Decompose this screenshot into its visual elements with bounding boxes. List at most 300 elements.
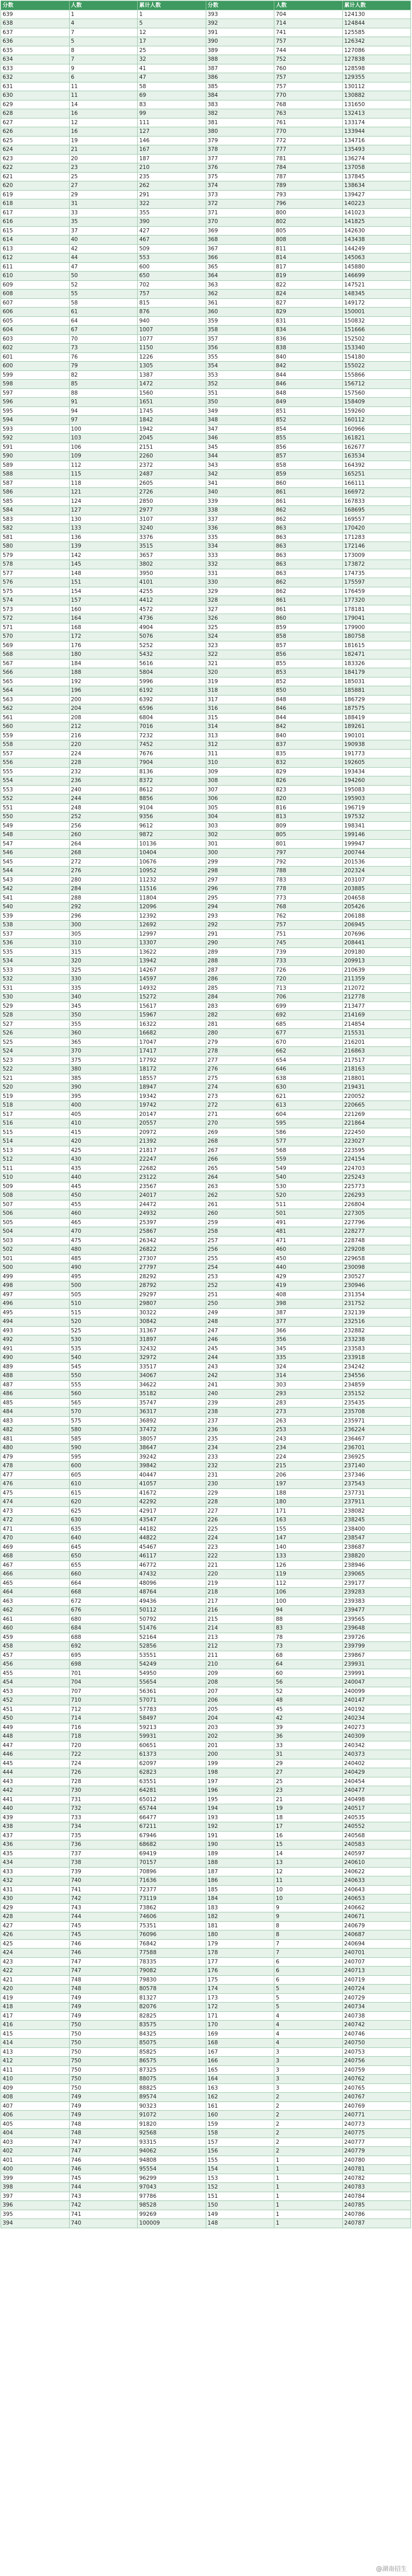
cell-count-right: 855	[274, 659, 343, 668]
cell-cumulative-right: 193434	[342, 767, 411, 776]
cell-count-left: 749	[69, 2102, 138, 2111]
cell-cumulative-left: 22247	[138, 1155, 206, 1164]
table-row	[1, 947, 411, 957]
cell-cumulative-right: 150001	[342, 308, 411, 317]
cell-cumulative-left: 24932	[138, 1209, 206, 1218]
cell-count-right: 770	[274, 91, 343, 100]
cell-score-left: 582	[1, 524, 70, 533]
cell-cumulative-right: 214854	[342, 1020, 411, 1029]
cell-cumulative-right: 160966	[342, 425, 411, 434]
table-row	[1, 515, 411, 524]
cell-count-left: 61	[69, 308, 138, 317]
cell-count-right: 17	[274, 1822, 343, 1832]
cell-count-right: 2	[274, 2102, 343, 2111]
cell-score-left: 460	[1, 1624, 70, 1633]
cell-cumulative-right: 204658	[342, 893, 411, 903]
cell-count-right: 850	[274, 686, 343, 696]
cell-count-left: 738	[69, 1858, 138, 1868]
cell-score-right: 181	[206, 1921, 274, 1930]
cell-score-right: 298	[206, 867, 274, 876]
cell-count-left: 44	[69, 253, 138, 263]
table-row	[1, 849, 411, 858]
cell-cumulative-left: 77588	[138, 1948, 206, 1958]
table-row	[1, 1335, 411, 1345]
cell-count-left: 64	[69, 316, 138, 326]
cell-count-left: 188	[69, 668, 138, 677]
cell-score-right: 358	[206, 326, 274, 335]
cell-score-left: 511	[1, 1164, 70, 1173]
cell-count-left: 505	[69, 1290, 138, 1299]
table-row	[1, 1200, 411, 1209]
cell-count-right: 2	[274, 2093, 343, 2102]
cell-score-right: 225	[206, 1524, 274, 1534]
cell-cumulative-left: 23122	[138, 1173, 206, 1182]
cell-count-right: 3	[274, 2065, 343, 2075]
cell-count-right: 824	[274, 290, 343, 299]
header-count-left: 人数	[69, 1, 138, 10]
cell-cumulative-left: 100009	[138, 2219, 206, 2228]
table-row	[1, 1371, 411, 1381]
cell-score-left: 411	[1, 2065, 70, 2075]
table-row	[1, 37, 411, 46]
cell-score-left: 461	[1, 1615, 70, 1624]
cell-count-right: 819	[274, 272, 343, 281]
cell-count-left: 435	[69, 1164, 138, 1173]
table-row	[1, 1110, 411, 1119]
cell-count-right: 356	[274, 1335, 343, 1345]
cell-count-left: 740	[69, 1876, 138, 1886]
cell-count-left: 731	[69, 1795, 138, 1804]
cell-score-right: 253	[206, 1272, 274, 1281]
cell-count-right: 846	[274, 704, 343, 714]
cell-score-right: 263	[206, 1182, 274, 1191]
cell-score-left: 578	[1, 560, 70, 569]
table-row	[1, 2021, 411, 2030]
cell-cumulative-left: 1007	[138, 326, 206, 335]
cell-score-left: 559	[1, 731, 70, 740]
table-row	[1, 163, 411, 173]
cell-cumulative-left: 43547	[138, 1516, 206, 1525]
cell-cumulative-right: 240583	[342, 1840, 411, 1850]
cell-score-right: 314	[206, 722, 274, 732]
table-row	[1, 560, 411, 569]
cell-cumulative-right: 207696	[342, 929, 411, 939]
cell-count-right: 630	[274, 1083, 343, 1092]
cell-cumulative-right: 229658	[342, 1254, 411, 1263]
cell-cumulative-right: 240777	[342, 2138, 411, 2147]
cell-score-right: 198	[206, 1768, 274, 1777]
table-row	[1, 2093, 411, 2102]
table-row	[1, 749, 411, 758]
cell-score-left: 471	[1, 1524, 70, 1534]
cell-score-right: 237	[206, 1416, 274, 1426]
cell-cumulative-right: 198341	[342, 821, 411, 831]
cell-count-left: 33	[69, 208, 138, 217]
cell-count-left: 88	[69, 388, 138, 398]
cell-count-left: 256	[69, 821, 138, 831]
cell-count-left: 168	[69, 623, 138, 632]
cell-count-left: 264	[69, 839, 138, 849]
cell-count-left: 510	[69, 1299, 138, 1309]
cell-count-left: 204	[69, 704, 138, 714]
cell-cumulative-right: 240767	[342, 2093, 411, 2102]
cell-count-left: 16	[69, 127, 138, 137]
cell-score-left: 481	[1, 1434, 70, 1444]
cell-cumulative-left: 37472	[138, 1426, 206, 1435]
cell-score-left: 629	[1, 100, 70, 109]
cell-count-left: 500	[69, 1281, 138, 1291]
cell-cumulative-left: 390	[138, 217, 206, 227]
cell-cumulative-right: 240779	[342, 2147, 411, 2156]
cell-cumulative-left: 65012	[138, 1795, 206, 1804]
cell-cumulative-right: 136274	[342, 154, 411, 163]
cell-count-left: 79	[69, 362, 138, 371]
cell-score-left: 464	[1, 1588, 70, 1597]
cell-count-right: 851	[274, 406, 343, 416]
cell-cumulative-left: 52164	[138, 1633, 206, 1642]
cell-score-right: 243	[206, 1362, 274, 1371]
cell-score-right: 221	[206, 1561, 274, 1570]
cell-count-left: 136	[69, 533, 138, 542]
cell-count-left: 310	[69, 939, 138, 948]
cell-score-left: 401	[1, 2156, 70, 2165]
cell-score-right: 203	[206, 1723, 274, 1732]
cell-score-left: 413	[1, 2047, 70, 2057]
cell-count-left: 176	[69, 641, 138, 650]
cell-score-right: 290	[206, 939, 274, 948]
table-row	[1, 1651, 411, 1660]
cell-cumulative-left: 8856	[138, 794, 206, 804]
cell-cumulative-right: 165251	[342, 470, 411, 479]
cell-count-right: 1	[274, 2183, 343, 2192]
cell-score-left: 568	[1, 650, 70, 659]
table-row	[1, 479, 411, 488]
cell-score-right: 386	[206, 73, 274, 82]
cell-score-right: 352	[206, 380, 274, 389]
cell-score-left: 612	[1, 253, 70, 263]
cell-cumulative-right: 148345	[342, 290, 411, 299]
cell-count-right: 283	[274, 1398, 343, 1408]
cell-cumulative-left: 32432	[138, 1344, 206, 1353]
cell-score-left: 433	[1, 1867, 70, 1876]
cell-cumulative-left: 36317	[138, 1408, 206, 1417]
cell-cumulative-left: 940	[138, 316, 206, 326]
cell-count-left: 315	[69, 947, 138, 957]
cell-cumulative-left: 6804	[138, 713, 206, 722]
cell-score-left: 446	[1, 1750, 70, 1759]
cell-score-right: 226	[206, 1516, 274, 1525]
cell-count-right: 568	[274, 1146, 343, 1155]
cell-count-right: 8	[274, 1921, 343, 1930]
cell-cumulative-right: 173872	[342, 560, 411, 569]
cell-score-left: 488	[1, 1371, 70, 1381]
cell-score-right: 259	[206, 1218, 274, 1227]
table-row	[1, 1191, 411, 1200]
cell-score-left: 402	[1, 2147, 70, 2156]
cell-count-left: 747	[69, 1957, 138, 1967]
cell-cumulative-right: 233918	[342, 1353, 411, 1363]
cell-cumulative-left: 51476	[138, 1624, 206, 1633]
cell-score-right: 159	[206, 2120, 274, 2129]
cell-count-left: 741	[69, 2210, 138, 2219]
cell-score-left: 451	[1, 1705, 70, 1714]
cell-score-left: 409	[1, 2083, 70, 2093]
table-row	[1, 1624, 411, 1633]
table-row	[1, 1480, 411, 1489]
cell-score-right: 384	[206, 91, 274, 100]
cell-count-left: 220	[69, 740, 138, 750]
cell-count-left: 450	[69, 1191, 138, 1200]
cell-count-left: 124	[69, 497, 138, 506]
cell-cumulative-right: 181615	[342, 641, 411, 650]
cell-score-left: 408	[1, 2093, 70, 2102]
cell-cumulative-right: 194260	[342, 776, 411, 786]
cell-score-right: 164	[206, 2075, 274, 2084]
cell-count-right: 752	[274, 55, 343, 64]
cell-count-right: 5	[274, 1993, 343, 2003]
cell-count-right: 52	[274, 1687, 343, 1696]
cell-score-right: 361	[206, 298, 274, 308]
cell-score-left: 430	[1, 1894, 70, 1904]
cell-score-right: 254	[206, 1263, 274, 1273]
cell-cumulative-right: 180758	[342, 632, 411, 641]
table-row	[1, 1768, 411, 1777]
table-row	[1, 2083, 411, 2093]
cell-count-left: 172	[69, 632, 138, 641]
table-row	[1, 1155, 411, 1164]
cell-cumulative-right: 173009	[342, 551, 411, 560]
cell-count-right: 481	[274, 1227, 343, 1236]
cell-cumulative-right: 138634	[342, 181, 411, 191]
cell-score-left: 598	[1, 380, 70, 389]
cell-score-right: 301	[206, 839, 274, 849]
cell-cumulative-right: 239283	[342, 1588, 411, 1597]
cell-score-left: 558	[1, 740, 70, 750]
cell-cumulative-left: 7232	[138, 731, 206, 740]
cell-cumulative-right: 240687	[342, 1930, 411, 1940]
table-row	[1, 1912, 411, 1922]
cell-count-right: 858	[274, 461, 343, 470]
cell-count-right: 224	[274, 1452, 343, 1462]
cell-score-left: 462	[1, 1606, 70, 1615]
cell-score-right: 334	[206, 542, 274, 551]
table-row	[1, 776, 411, 786]
table-row	[1, 73, 411, 82]
cell-cumulative-right: 238820	[342, 1552, 411, 1561]
table-row	[1, 1254, 411, 1263]
cell-count-left: 610	[69, 1480, 138, 1489]
cell-cumulative-left: 18557	[138, 1074, 206, 1083]
cell-cumulative-left: 16682	[138, 1029, 206, 1038]
cell-count-left: 395	[69, 1092, 138, 1101]
table-row	[1, 1488, 411, 1498]
cell-score-left: 454	[1, 1678, 70, 1687]
cell-cumulative-right: 233238	[342, 1335, 411, 1345]
cell-score-right: 269	[206, 1128, 274, 1137]
cell-score-right: 375	[206, 172, 274, 181]
cell-score-right: 251	[206, 1290, 274, 1299]
cell-score-right: 258	[206, 1227, 274, 1236]
table-row	[1, 1804, 411, 1814]
table-row	[1, 2057, 411, 2066]
table-row	[1, 1011, 411, 1020]
cell-score-right: 264	[206, 1173, 274, 1182]
table-row	[1, 623, 411, 632]
cell-score-left: 504	[1, 1227, 70, 1236]
cell-cumulative-left: 3802	[138, 560, 206, 569]
cell-cumulative-right: 240753	[342, 2047, 411, 2057]
cell-count-right: 429	[274, 1272, 343, 1281]
cell-cumulative-right: 141825	[342, 217, 411, 227]
cell-score-left: 517	[1, 1110, 70, 1119]
cell-cumulative-left: 44182	[138, 1524, 206, 1534]
cell-cumulative-right: 179041	[342, 614, 411, 623]
cell-score-right: 304	[206, 812, 274, 822]
cell-score-right: 201	[206, 1741, 274, 1750]
cell-cumulative-right: 230527	[342, 1272, 411, 1281]
cell-count-left: 192	[69, 677, 138, 686]
cell-cumulative-left: 41672	[138, 1488, 206, 1498]
cell-cumulative-left: 41057	[138, 1480, 206, 1489]
cell-count-right: 12	[274, 1867, 343, 1876]
cell-score-right: 307	[206, 785, 274, 794]
cell-count-left: 540	[69, 1353, 138, 1363]
cell-count-right: 27	[274, 1768, 343, 1777]
cell-cumulative-left: 22682	[138, 1164, 206, 1173]
cell-score-left: 566	[1, 668, 70, 677]
cell-cumulative-left: 9104	[138, 803, 206, 812]
cell-score-left: 525	[1, 1038, 70, 1047]
cell-score-left: 607	[1, 298, 70, 308]
cell-count-left: 85	[69, 380, 138, 389]
cell-cumulative-right: 240671	[342, 1912, 411, 1922]
cell-count-right: 324	[274, 1362, 343, 1371]
cell-count-left: 82	[69, 370, 138, 380]
cell-cumulative-left: 62823	[138, 1768, 206, 1777]
cell-count-right: 677	[274, 1029, 343, 1038]
table-row	[1, 1930, 411, 1940]
table-row	[1, 1579, 411, 1588]
cell-count-right: 408	[274, 1290, 343, 1299]
cell-score-right: 250	[206, 1299, 274, 1309]
cell-score-left: 540	[1, 903, 70, 912]
table-row	[1, 127, 411, 137]
cell-score-right: 331	[206, 569, 274, 578]
cell-cumulative-right: 240309	[342, 1732, 411, 1741]
cell-score-right: 320	[206, 668, 274, 677]
cell-cumulative-left: 15967	[138, 1011, 206, 1020]
cell-count-left: 747	[69, 1967, 138, 1976]
cell-score-left: 494	[1, 1317, 70, 1327]
cell-score-right: 184	[206, 1894, 274, 1904]
cell-score-left: 489	[1, 1362, 70, 1371]
cell-count-right: 654	[274, 1056, 343, 1065]
cell-cumulative-left: 55654	[138, 1678, 206, 1687]
table-row	[1, 1020, 411, 1029]
cell-cumulative-right: 231354	[342, 1290, 411, 1299]
cell-score-left: 522	[1, 1065, 70, 1074]
cell-score-left: 588	[1, 470, 70, 479]
cell-count-left: 350	[69, 1011, 138, 1020]
table-row	[1, 704, 411, 714]
cell-score-right: 299	[206, 857, 274, 867]
cell-cumulative-right: 203107	[342, 875, 411, 885]
cell-cumulative-left: 26822	[138, 1245, 206, 1255]
table-row	[1, 1029, 411, 1038]
table-row	[1, 2174, 411, 2183]
table-row	[1, 1822, 411, 1832]
cell-count-right: 844	[274, 370, 343, 380]
cell-score-right: 365	[206, 262, 274, 272]
table-row	[1, 722, 411, 732]
cell-cumulative-right: 189261	[342, 722, 411, 732]
cell-count-right: 3	[274, 2057, 343, 2066]
cell-cumulative-left: 187	[138, 154, 206, 163]
cell-score-right: 239	[206, 1398, 274, 1408]
table-row	[1, 1317, 411, 1327]
cell-count-left: 320	[69, 957, 138, 966]
cell-cumulative-left: 11516	[138, 885, 206, 894]
cell-count-right: 126	[274, 1561, 343, 1570]
cell-count-right: 844	[274, 713, 343, 722]
cell-cumulative-right: 229208	[342, 1245, 411, 1255]
cell-cumulative-right: 215531	[342, 1029, 411, 1038]
cell-score-left: 624	[1, 145, 70, 155]
table-row	[1, 1993, 411, 2003]
cell-cumulative-right: 183326	[342, 659, 411, 668]
cell-count-right: 777	[274, 145, 343, 155]
cell-cumulative-left: 42917	[138, 1506, 206, 1516]
cell-score-left: 403	[1, 2138, 70, 2147]
table-row	[1, 19, 411, 28]
cell-count-right: 2	[274, 2111, 343, 2120]
cell-count-left: 115	[69, 470, 138, 479]
cell-score-left: 410	[1, 2075, 70, 2084]
cell-score-left: 418	[1, 2003, 70, 2012]
table-row	[1, 28, 411, 37]
cell-cumulative-right: 240610	[342, 1858, 411, 1868]
table-row	[1, 785, 411, 794]
cell-score-right: 166	[206, 2057, 274, 2066]
cell-count-left: 145	[69, 560, 138, 569]
cell-count-left: 745	[69, 2174, 138, 2183]
cell-score-left: 514	[1, 1137, 70, 1146]
cell-cumulative-right: 143438	[342, 235, 411, 245]
cell-cumulative-left: 75351	[138, 1921, 206, 1930]
cell-score-right: 385	[206, 82, 274, 91]
cell-score-left: 613	[1, 244, 70, 253]
table-row	[1, 452, 411, 461]
cell-cumulative-left: 262	[138, 181, 206, 191]
cell-score-left: 639	[1, 10, 70, 19]
cell-count-left: 400	[69, 1101, 138, 1110]
table-row	[1, 1642, 411, 1651]
cell-cumulative-right: 226804	[342, 1200, 411, 1209]
cell-cumulative-left: 73862	[138, 1903, 206, 1912]
cell-count-right: 112	[274, 1579, 343, 1588]
table-row	[1, 1786, 411, 1795]
cell-cumulative-left: 76842	[138, 1939, 206, 1948]
cell-score-left: 580	[1, 542, 70, 551]
table-row	[1, 272, 411, 281]
cell-cumulative-right: 145880	[342, 262, 411, 272]
cell-score-right: 383	[206, 100, 274, 109]
cell-count-left: 704	[69, 1678, 138, 1687]
cell-cumulative-left: 3107	[138, 515, 206, 524]
cell-count-right: 2	[274, 2129, 343, 2138]
table-row	[1, 542, 411, 551]
cell-cumulative-left: 82076	[138, 2003, 206, 2012]
